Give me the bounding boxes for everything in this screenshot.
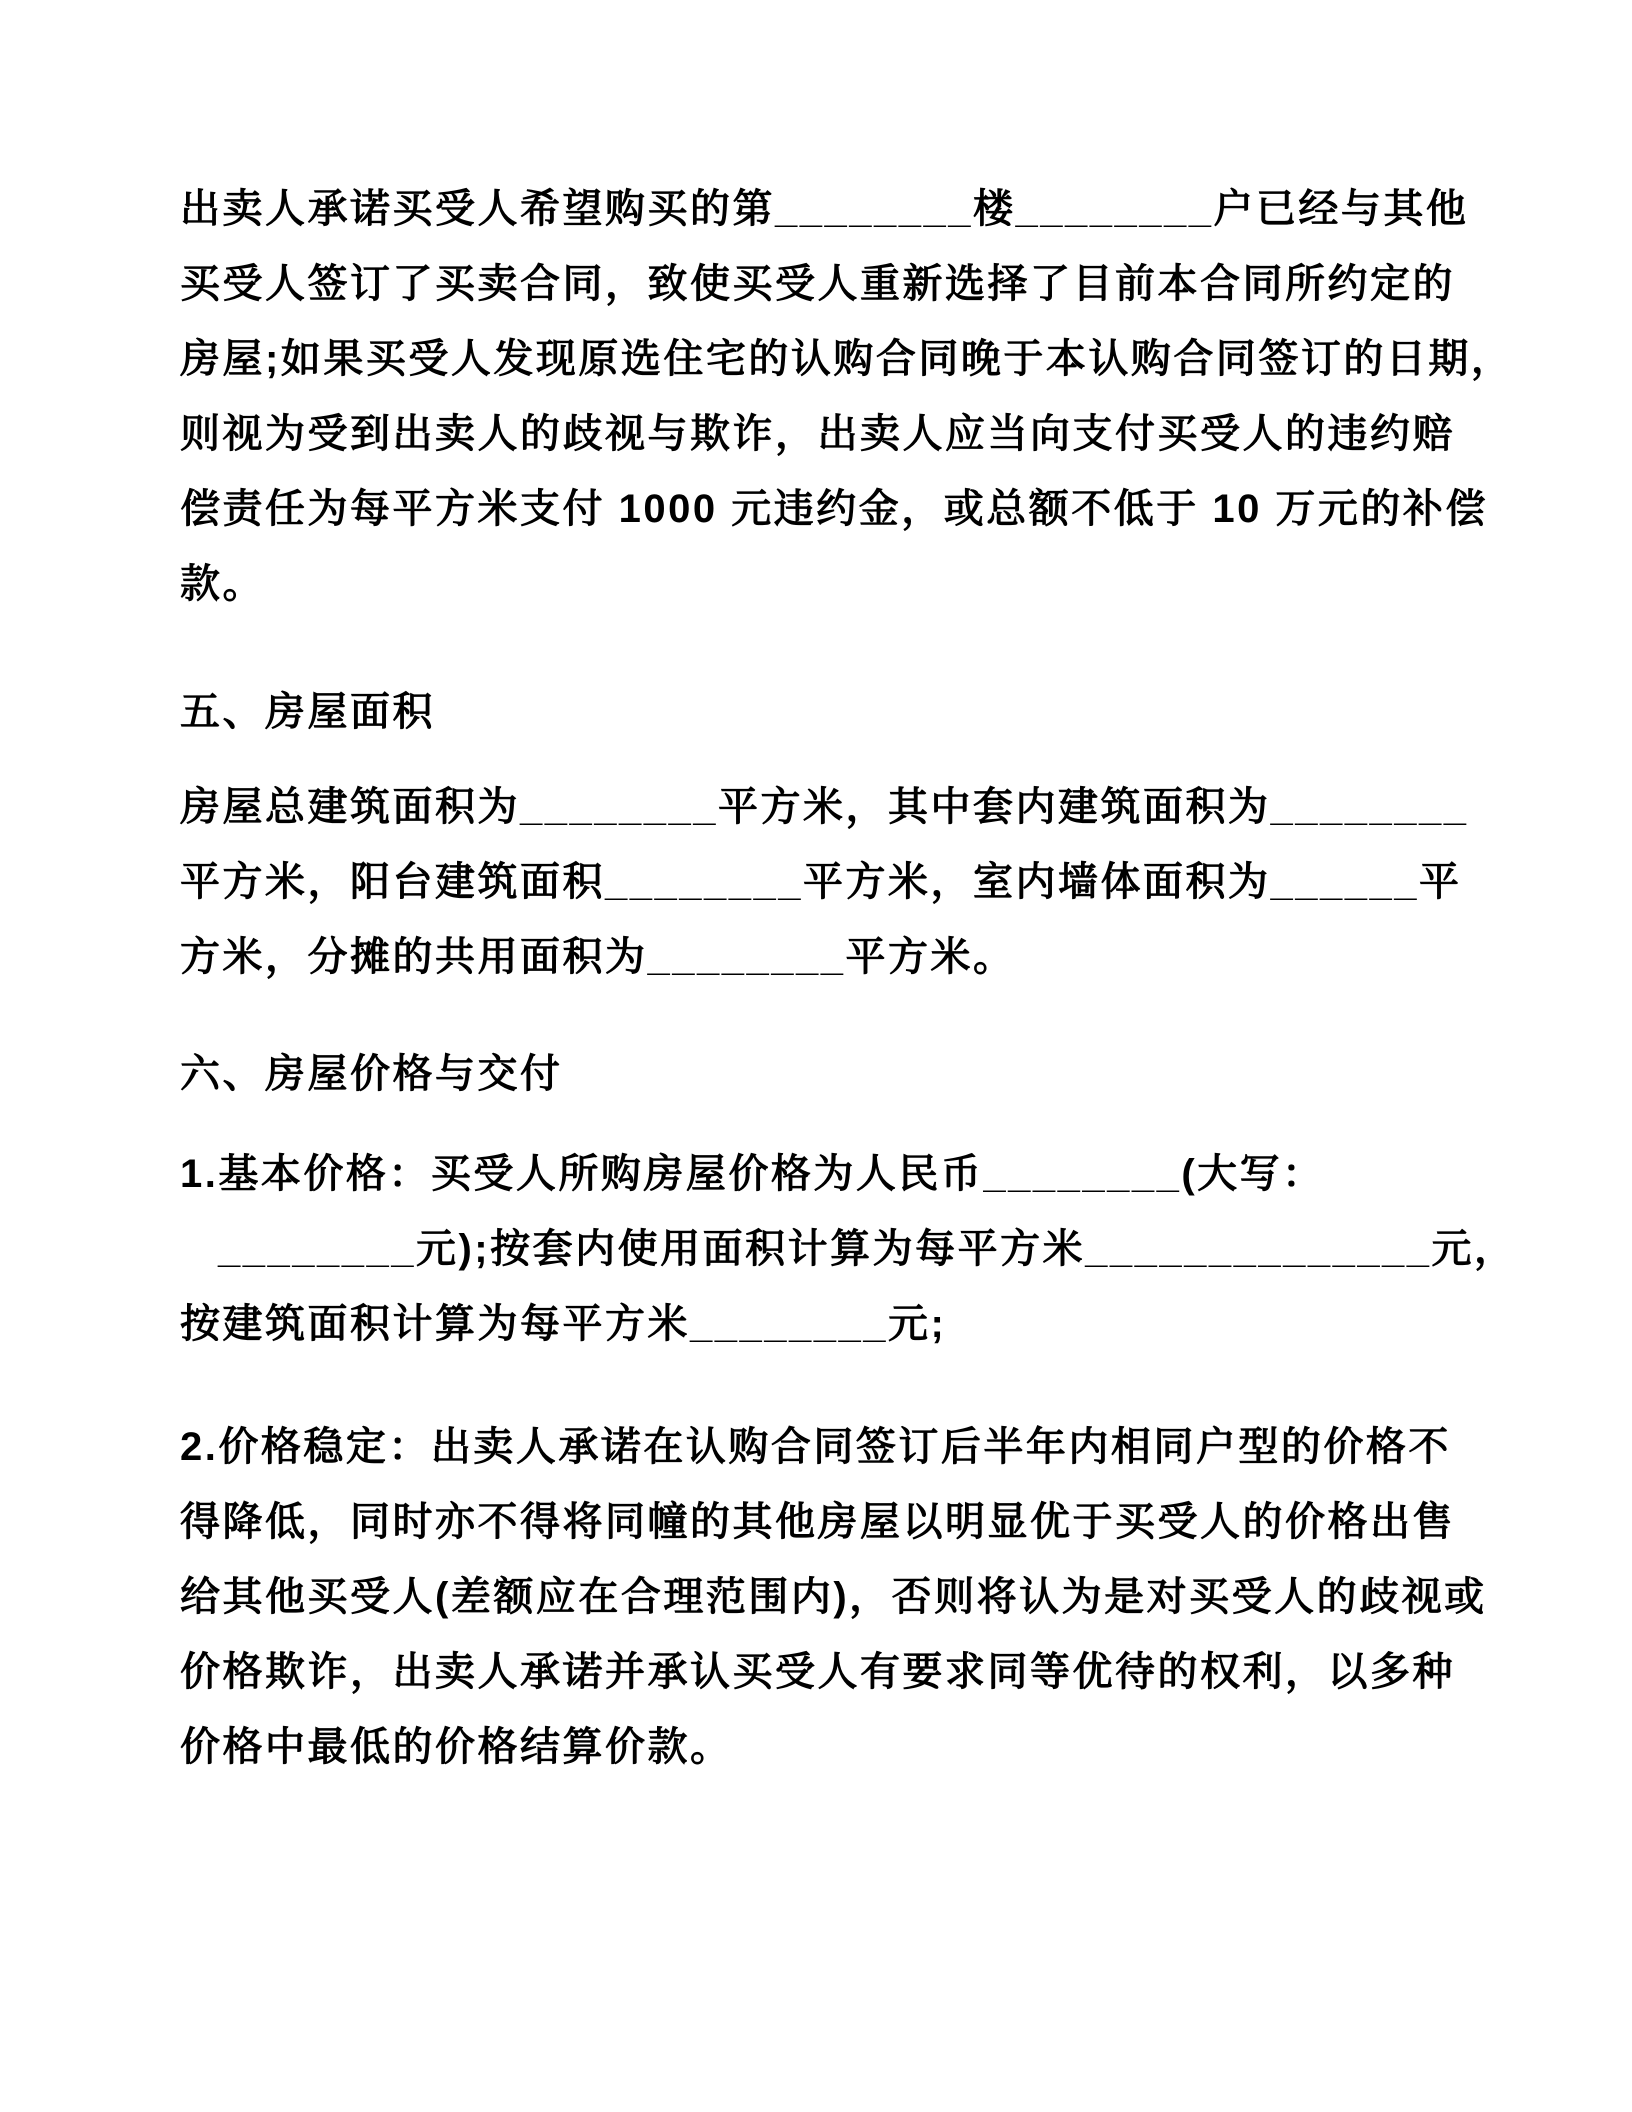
text-line: 2.价格稳定：出卖人承诺在认购合同签订后半年内相同户型的价格不 [180, 1425, 1451, 1469]
text-line: 房屋;如果买受人发现原选住宅的认购合同晚于本认购合同签订的日期， [180, 337, 1514, 381]
document-content [180, 172, 1517, 1785]
text-line: 款。 [180, 562, 265, 606]
text-line: 房屋总建筑面积为________平方米，其中套内建筑面积为________ [180, 785, 1469, 829]
text-line: 价格中最低的价格结算价款。 [180, 1725, 733, 1769]
text-line: ________元);按套内使用面积计算为每平方米______________元， [218, 1227, 1517, 1271]
text-line: 平方米，阳台建筑面积________平方米，室内墙体面积为______平 [180, 860, 1462, 904]
text-line: 买受人签订了买卖合同，致使买受人重新选择了目前本合同所约定的 [180, 262, 1455, 306]
text-line: 给其他买受人(差额应在合理范围内)，否则将认为是对买受人的歧视或 [180, 1575, 1487, 1619]
paragraph-house-area [180, 770, 1480, 995]
text-line: 1.基本价格：买受人所购房屋价格为人民币________(大写： [180, 1152, 1325, 1196]
text-line: 按建筑面积计算为每平方米________元; [180, 1302, 947, 1346]
text-line: 得降低，同时亦不得将同幢的其他房屋以明显优于买受人的价格出售 [180, 1500, 1455, 1544]
section-heading-house-area: 五、房屋面积 [180, 690, 435, 734]
text-line: 出卖人承诺买受人希望购买的第________楼________户已经与其他 [180, 187, 1469, 231]
section-heading-price-delivery: 六、房屋价格与交付 [180, 1052, 563, 1096]
paragraph-price-stability [180, 1410, 1487, 1785]
text-line: 价格欺诈，出卖人承诺并承认买受人有要求同等优待的权利，以多种 [180, 1650, 1455, 1694]
text-line: 则视为受到出卖人的歧视与欺诈，出卖人应当向支付买受人的违约赔 [180, 412, 1455, 456]
paragraph-basic-price [180, 1137, 1517, 1362]
paragraph-seller-breach-clause [180, 172, 1514, 622]
text-line: 方米，分摊的共用面积为________平方米。 [180, 935, 1016, 979]
text-line: 偿责任为每平方米支付 1000 元违约金，或总额不低于 10 万元的补偿 [180, 487, 1488, 531]
